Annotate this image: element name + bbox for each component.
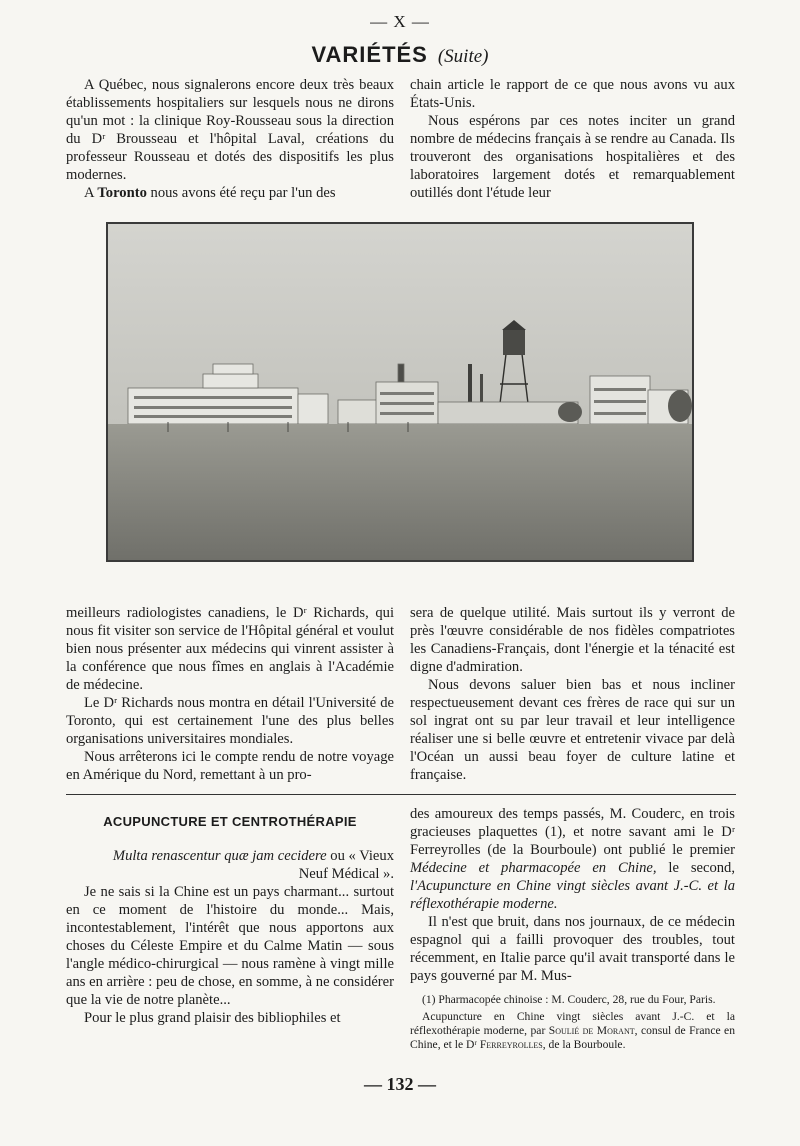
author-name: Ferreyrolles [479, 1038, 543, 1051]
section-title-suite: (Suite) [437, 46, 489, 67]
paragraph: Je ne sais si la Chine est un pays charmant... surtout en ce moment de l'histoire du monde... Mais, incontestablement, l'intérêt que nous apportons aux choses du Céleste Empire et du Calme Matin — sous l'angle médico-chirurgical — nous ramène à vingt mille ans en arrière : peu de chose, en somme, à ne considérer que la vie de notre planète... [66, 884, 394, 1008]
book-title-2: l'Acupuncture en Chine vingt siècles avant J.-C. et la réflexothérapie moderne. [410, 878, 735, 912]
paragraph: A Québec, nous signalerons encore deux très beaux établissements hospitaliers sur lesquels nous ne dirons qu'un mot : la clinique Roy-Rousseau sous la direction du Dʳ Brousseau et l'hôpital Laval, créations du professeur Rousseau et dotés des dispositifs les plus modernes. [66, 77, 394, 183]
paragraph: chain article le rapport de ce que nous avons vu aux États-Unis. [410, 77, 735, 111]
smokestack [480, 374, 483, 404]
epigraph-latin: Multa renascentur quæ jam cecidere [112, 848, 327, 864]
paragraph: Il n'est que bruit, dans nos journaux, de ce médecin espagnol qui a failli provoquer des troubles, tout récemment, en Italie parce qu'il avait transporté dans le pays gouverné par M. Mus- [410, 914, 735, 984]
toronto-bold: Toronto [97, 185, 147, 201]
book-title-1: Médecine et pharmacopée en Chine, [410, 860, 657, 876]
epigraph [66, 847, 394, 883]
paragraph: Nous devons saluer bien bas et nous incliner respectueusement devant ces frères de race qui sur un sol ingrat ont su par leur travail et leur intelligence réaliser une si belle œuvre et entretenir vivace par delà l'Océan un aussi beau foyer de culture latine et française. [410, 677, 735, 783]
text-run: nous avons été reçu par l'un des [146, 185, 336, 201]
running-head: — X — [370, 12, 430, 31]
middle-left-column [66, 604, 394, 784]
section-title-text: VARIÉTÉS [311, 42, 428, 67]
footnotes [410, 993, 735, 1052]
section-divider [66, 794, 736, 795]
paragraph: Pour le plus grand plaisir des bibliophiles et [84, 1010, 341, 1026]
author-name: Soulié de Morant [548, 1024, 635, 1037]
text-run: des amoureux des temps passés, M. Couderc, en trois gracieuses plaquettes (1), et notre savant ami le Dʳ Ferreyrolles (de la Bourboule) ont publié le premier [410, 806, 735, 858]
text-run: le second, [656, 860, 735, 876]
footnote [410, 1010, 735, 1052]
water-tower-tank [503, 329, 525, 355]
field [108, 424, 692, 560]
middle-right-column [410, 604, 735, 784]
paragraph: Nous arrêterons ici le compte rendu de notre voyage en Amérique du Nord, remettant à un pro- [66, 749, 394, 783]
top-left-column [66, 76, 394, 202]
article-left-column [66, 813, 394, 1027]
text-run: , consul de France en Chine, et le Dʳ [410, 1024, 735, 1051]
paragraph: Nous espérons par ces notes inciter un grand nombre de médecins français à se rendre au Canada. Ils trouveront des organisations hospitalières et des laboratoires largement dotés et remarquablement outillés dont l'étude leur [410, 113, 735, 201]
page-number: — 132 — [364, 1074, 436, 1094]
paragraph: meilleurs radiologistes canadiens, le Dʳ Richards, qui nous fit visiter son service de l'Hôpital général et voulut bien nous présenter aux médecins qui vinrent assister à la conférence que nous fîmes en anglais à l'Académie de médecine. [66, 605, 394, 693]
paragraph: sera de quelque utilité. Mais surtout ils y verront de près l'œuvre considérable de nos fidèles compatriotes les Canadiens-Français, dont l'énergie et la ténacité est digne d'admiration. [410, 605, 735, 675]
section-title [0, 42, 800, 68]
text-run: Acupuncture en Chine vingt siècles avant J.-C. et la réflexothérapie moderne, par [410, 1010, 735, 1037]
smokestack [468, 364, 472, 404]
top-right-column [410, 76, 735, 202]
footnote: (1) Pharmacopée chinoise : M. Couderc, 28, rue du Four, Paris. [422, 993, 716, 1006]
article-title: ACUPUNCTURE ET CENTROTHÉRAPIE [103, 814, 357, 829]
photo-drawing [108, 224, 692, 560]
epigraph-rest: ou « Vieux Neuf Médical ». [298, 848, 394, 882]
paragraph: Le Dʳ Richards nous montra en détail l'Université de Toronto, qui est certainement l'une des plus belles organisations universitaires mondiales. [66, 695, 394, 747]
text-run: , de la Bourboule. [542, 1038, 626, 1051]
toronto-hospital-photo [106, 222, 694, 562]
paragraph [66, 184, 394, 202]
paragraph [410, 805, 735, 913]
article-right-column [410, 805, 735, 1055]
text-run: A [84, 185, 98, 201]
